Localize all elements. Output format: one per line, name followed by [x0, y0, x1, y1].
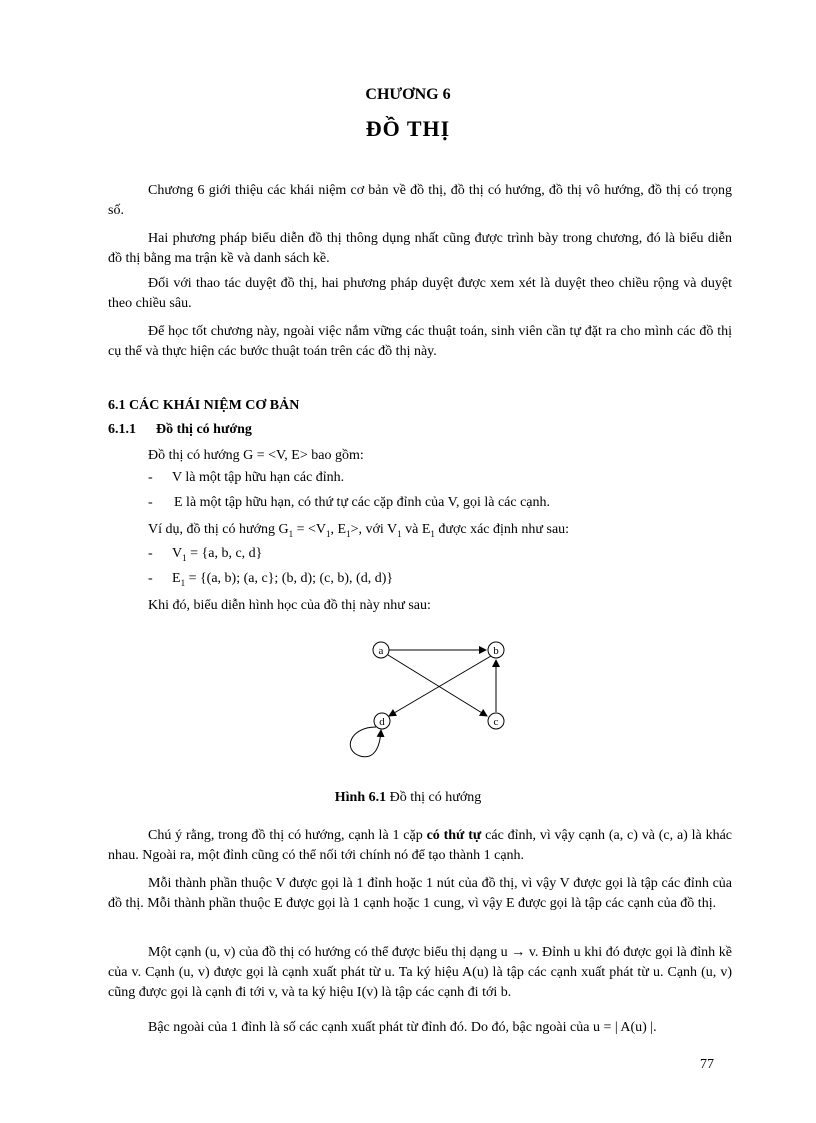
section-heading: [108, 398, 299, 414]
intro-paragraph-3: Đối với thao tác duyệt đồ thị, hai phương pháp duyệt được xem xét là duyệt theo chiều rộng và duyệt theo chiều sâu.: [108, 276, 732, 311]
chapter-title: ĐỒ THỊ: [365, 116, 451, 141]
figure-intro: Khi đó, biểu diễn hình học của đồ thị này như sau:: [148, 598, 431, 613]
chapter-label: CHƯƠNG 6: [365, 86, 451, 103]
subsection-number: 6.1.1: [108, 422, 136, 437]
example-intro: Ví dụ, đồ thị có hướng $G_1 = <V_1$, $E_1>$, với $V_1$ và $E_1$ được xác định như sau:: [148, 522, 570, 539]
figure-caption-label: Hình 6.1: [334, 790, 387, 805]
node-a: [373, 642, 389, 658]
intro-paragraph-4: Để học tốt chương này, ngoài việc nắm vững các thuật toán, sinh viên cần tự đặt ra cho mình các đồ thị cụ thể và thực hiện các bước thuật toán trên các đồ thị này.: [108, 324, 732, 359]
edge-set: $E_1 = \{(a$, b); (a, c}; (b, d); (c, b), (d, d)}: [172, 571, 394, 588]
svg-text:d: d: [379, 716, 385, 728]
bullet-dash: -: [148, 470, 153, 485]
edge-d-d-loop: [350, 727, 381, 757]
definition-item-1: V là một tập hữu hạn các đỉnh.: [172, 470, 345, 485]
bullet-dash: -: [148, 495, 153, 510]
figure-caption-text: Đồ thị có hướng: [386, 790, 482, 805]
svg-text:a: a: [378, 645, 384, 657]
subsection-title: Đồ thị có hướng: [156, 422, 252, 437]
vertex-set: $V_1 = \{a$, b, c, d}: [172, 546, 263, 563]
body-paragraph-4: Bậc ngoài của 1 đỉnh là số các cạnh xuất phát từ đỉnh đó. Do đó, bậc ngoài của u = | A(u) |.: [148, 1020, 657, 1035]
intro-paragraph-1: Chương 6 giới thiệu các khái niệm cơ bản về đồ thị, đồ thị có hướng, đồ thị vô hướng, đồ thị có trọng số.: [108, 183, 732, 218]
subsection-heading: [108, 422, 252, 438]
page-number: 77: [700, 1057, 714, 1072]
bullet-dash: -: [148, 546, 153, 561]
directed-graph-figure: [340, 632, 520, 782]
body-paragraph-1: Chú ý rằng, trong đồ thị có hướng, cạnh là 1 cặp có thứ tự các đỉnh, vì vậy cạnh (a, c) và (c, a) là khác nhau. Ngoài ra, một đỉnh cũng có thể nối tới chính nó để tạo thành 1 cạnh.: [108, 828, 732, 863]
section-number: 6.1: [108, 398, 126, 413]
node-d: [374, 713, 390, 729]
node-b: [488, 642, 504, 658]
bullet-dash: -: [148, 571, 153, 586]
body-paragraph-2: Mỗi thành phần thuộc V được gọi là 1 đỉnh hoặc 1 nút của đồ thị, vì vậy V được gọi là tập các đỉnh của đồ thị. Mỗi thành phần thuộc E được gọi là 1 cạnh hoặc 1 cung, vì vậy E được gọi là tập các cạnh của đồ thị.: [108, 876, 732, 911]
svg-text:b: b: [493, 645, 499, 657]
edge-a-c: [388, 655, 487, 716]
section-title: CÁC KHÁI NIỆM CƠ BẢN: [129, 398, 300, 413]
svg-text:c: c: [493, 716, 499, 728]
intro-paragraph-2: Hai phương pháp biểu diễn đồ thị thông dụng nhất cũng được trình bày trong chương, đó là biểu diễn đồ thị bằng ma trận kề và danh sách kề.: [108, 231, 732, 266]
body-paragraph-3: Một cạnh (u, v) của đồ thị có hướng có thể được biểu thị dạng u → v. Đỉnh u khi đó được gọi là đỉnh kề của v. Cạnh (u, v) được gọi là cạnh xuất phát từ u. Ta ký hiệu A(u) là tập các cạnh xuất phát từ u. Cạnh (u, v) cũng được gọi là cạnh đi tới v, và ta ký hiệu I(v) là tập các cạnh đi tới b.: [108, 945, 732, 1000]
node-c: [488, 713, 504, 729]
figure-caption: [0, 790, 816, 806]
definition-item-2: E là một tập hữu hạn, có thứ tự các cặp đỉnh của V, gọi là các cạnh.: [174, 495, 551, 510]
definition-intro: Đồ thị có hướng G = <V, E> bao gồm:: [148, 448, 364, 463]
